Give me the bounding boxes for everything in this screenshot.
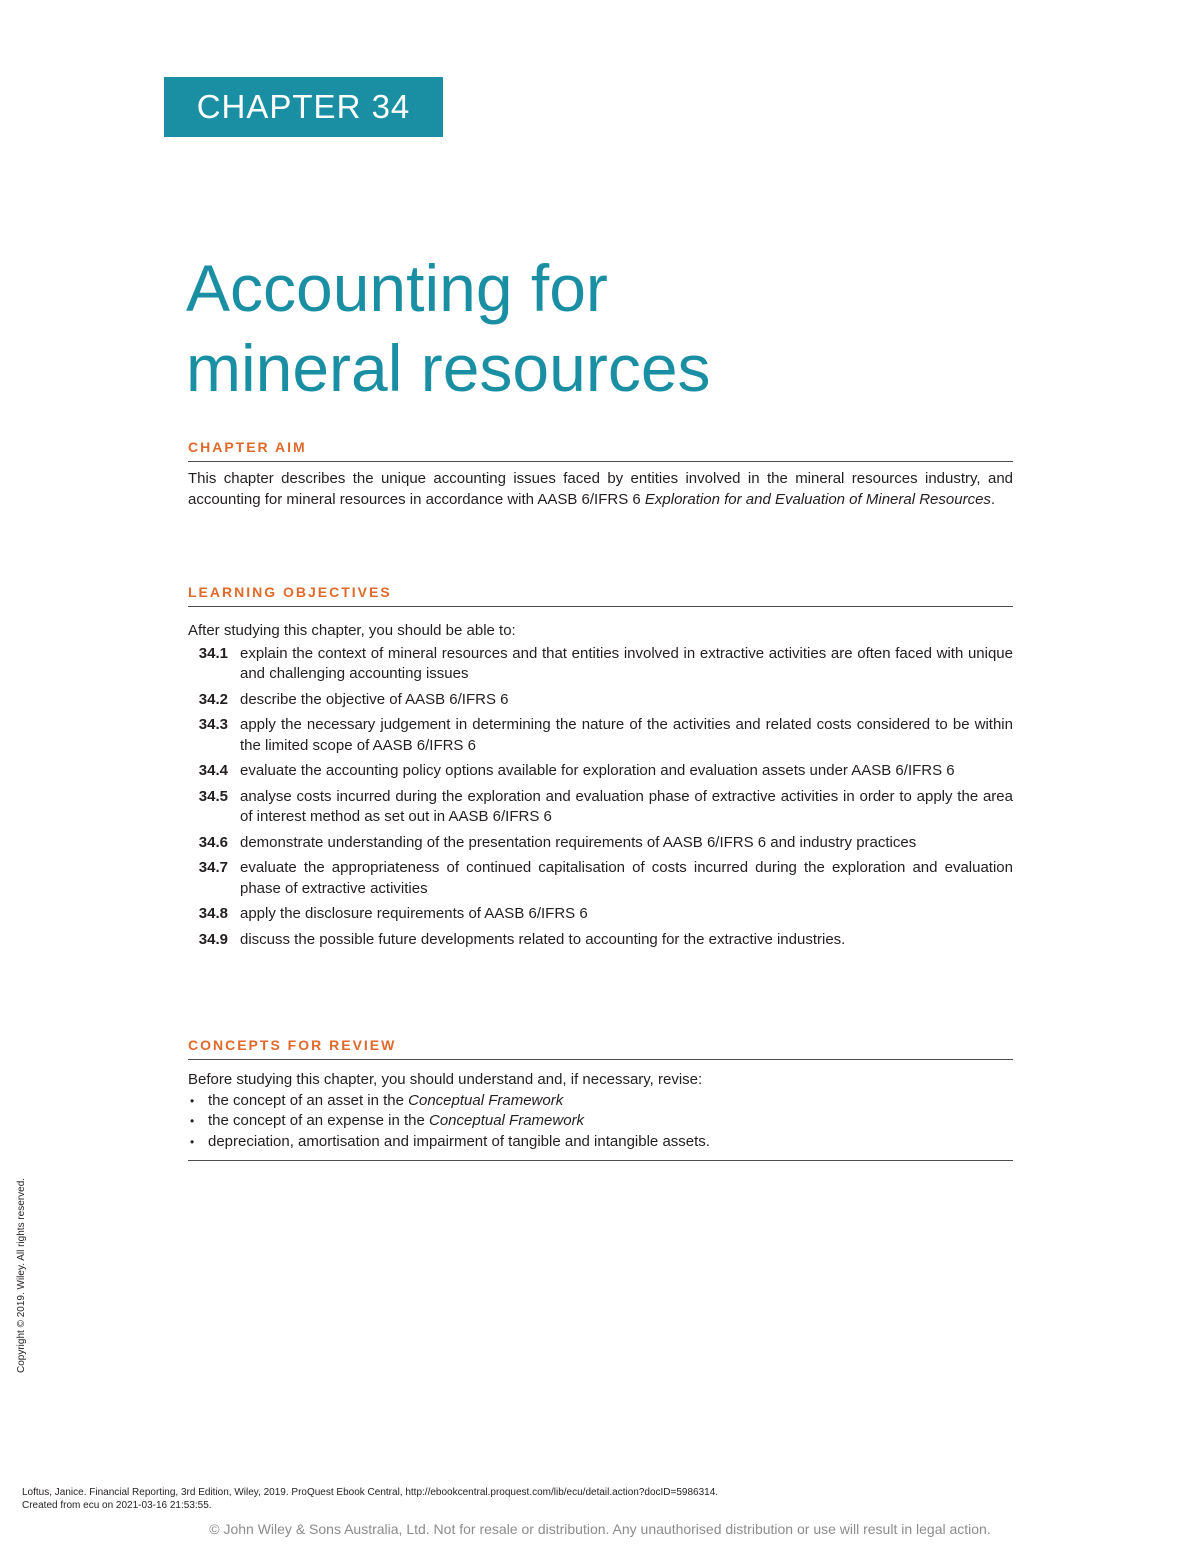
concepts-review-heading: CONCEPTS FOR REVIEW (188, 1037, 397, 1053)
chapter-title (186, 248, 711, 408)
concept-review-framework-title: Conceptual Framework (429, 1112, 585, 1129)
concepts-review-section (188, 1035, 1013, 1161)
learning-objective-item (188, 644, 1013, 685)
concept-review-item (188, 1091, 1013, 1112)
learning-objective-number: 34.1 (198, 644, 228, 662)
chapter-aim-text (188, 469, 1013, 510)
learning-objective-text: apply the disclosure requirements of AASB 6/IFRS 6 (240, 905, 588, 922)
learning-objective-text: apply the necessary judgement in determining the nature of the activities and related costs considered to be within the limited scope of AASB 6/IFRS 6 (240, 716, 1013, 754)
chapter-aim-text-prefix: This chapter describes the unique accounting issues faced by entities involved in the mineral resources industry, and accounting for mineral resources in accordance with AASB 6/IFRS 6 (188, 470, 1013, 508)
learning-objective-item (188, 904, 1013, 925)
learning-objective-text: demonstrate understanding of the presentation requirements of AASB 6/IFRS 6 and industry practices (240, 833, 917, 851)
learning-objective-text: explain the context of mineral resources and that entities involved in extractive activities are often faced with unique and challenging accounting issues (240, 644, 1013, 682)
concepts-review-rule (188, 1059, 1013, 1060)
learning-objective-text: evaluate the accounting policy options available for exploration and evaluation assets under AASB 6/IFRS 6 (240, 762, 955, 779)
learning-objective-number: 34.7 (198, 859, 228, 876)
concept-review-text-prefix: the concept of an expense in the (208, 1112, 429, 1129)
chapter-aim-heading: CHAPTER AIM (188, 439, 307, 455)
learning-objective-item (188, 787, 1013, 828)
learning-objective-item (188, 858, 1013, 899)
learning-objective-text: evaluate the appropriateness of continued capitalisation of costs incurred during the exploration and evaluation phase of extractive activities (240, 859, 1013, 897)
concept-review-item (188, 1111, 1013, 1132)
concepts-review-bottom-rule (188, 1160, 1013, 1161)
chapter-aim-rule (188, 461, 1013, 462)
concept-review-text-prefix: the concept of an asset in the (208, 1091, 409, 1109)
concept-review-text-prefix: depreciation, amortisation and impairment of tangible and intangible assets. (208, 1132, 710, 1150)
learning-objectives-list (188, 644, 1013, 951)
learning-objective-number: 34.6 (198, 833, 228, 851)
concept-review-item (188, 1132, 1013, 1153)
chapter-aim-text-suffix: . (990, 490, 996, 508)
learning-objective-text: describe the objective of AASB 6/IFRS 6 (240, 690, 509, 708)
learning-objective-item (188, 761, 1013, 782)
learning-objective-number: 34.2 (198, 690, 228, 708)
footer-reference (22, 1487, 718, 1512)
chapter-aim-section (188, 437, 1013, 510)
bullet-icon: • (190, 1093, 195, 1108)
concept-review-text (208, 1091, 563, 1112)
concept-review-framework-title: Conceptual Framework (408, 1091, 564, 1109)
learning-objective-item (188, 930, 1013, 951)
learning-objectives-intro: After studying this chapter, you should be able to: (188, 622, 516, 639)
chapter-title-line2: mineral resources (186, 331, 711, 405)
learning-objective-text: analyse costs incurred during the exploration and evaluation phase of extractive activities in order to apply the area of interest method as set out in AASB 6/IFRS 6 (240, 787, 1013, 825)
concept-review-text (208, 1111, 584, 1132)
learning-objective-number: 34.8 (198, 905, 228, 922)
footer-reference-line2: Created from ecu on 2021-03-16 21:53:55. (22, 1499, 212, 1511)
learning-objective-item (188, 690, 1013, 711)
chapter-title-line1: Accounting for (186, 251, 608, 325)
concepts-review-list (188, 1091, 1013, 1153)
concept-review-text (208, 1132, 710, 1153)
learning-objective-number: 34.3 (198, 716, 228, 733)
bullet-icon: • (190, 1134, 195, 1149)
learning-objective-number: 34.5 (198, 787, 228, 805)
footer-legal-notice: © John Wiley & Sons Australia, Ltd. Not for resale or distribution. Any unauthorised distribution or use will result in legal action. (209, 1521, 991, 1537)
learning-objective-number: 34.4 (198, 762, 228, 779)
chapter-aim-standard-title: Exploration for and Evaluation of Mineral Resources (644, 490, 991, 508)
footer-reference-line1: Loftus, Janice. Financial Reporting, 3rd Edition, Wiley, 2019. ProQuest Ebook Central, http://ebookcentral.proquest.com/lib/ecu/detail.action?docID=5986314. (22, 1487, 719, 1498)
learning-objectives-section (188, 582, 1013, 955)
chapter-label: CHAPTER 34 (196, 88, 411, 125)
learning-objectives-rule (188, 606, 1013, 607)
learning-objective-text: discuss the possible future developments related to accounting for the extractive industries. (240, 930, 846, 948)
concepts-review-intro: Before studying this chapter, you should understand and, if necessary, revise: (188, 1071, 703, 1088)
learning-objectives-heading: LEARNING OBJECTIVES (188, 584, 392, 600)
learning-objective-item (188, 833, 1013, 854)
side-copyright: Copyright © 2019. Wiley. All rights reserved. (16, 1177, 27, 1373)
learning-objective-number: 34.9 (198, 930, 228, 948)
chapter-label-box (164, 77, 443, 137)
learning-objective-item (188, 715, 1013, 756)
bullet-icon: • (190, 1114, 195, 1128)
